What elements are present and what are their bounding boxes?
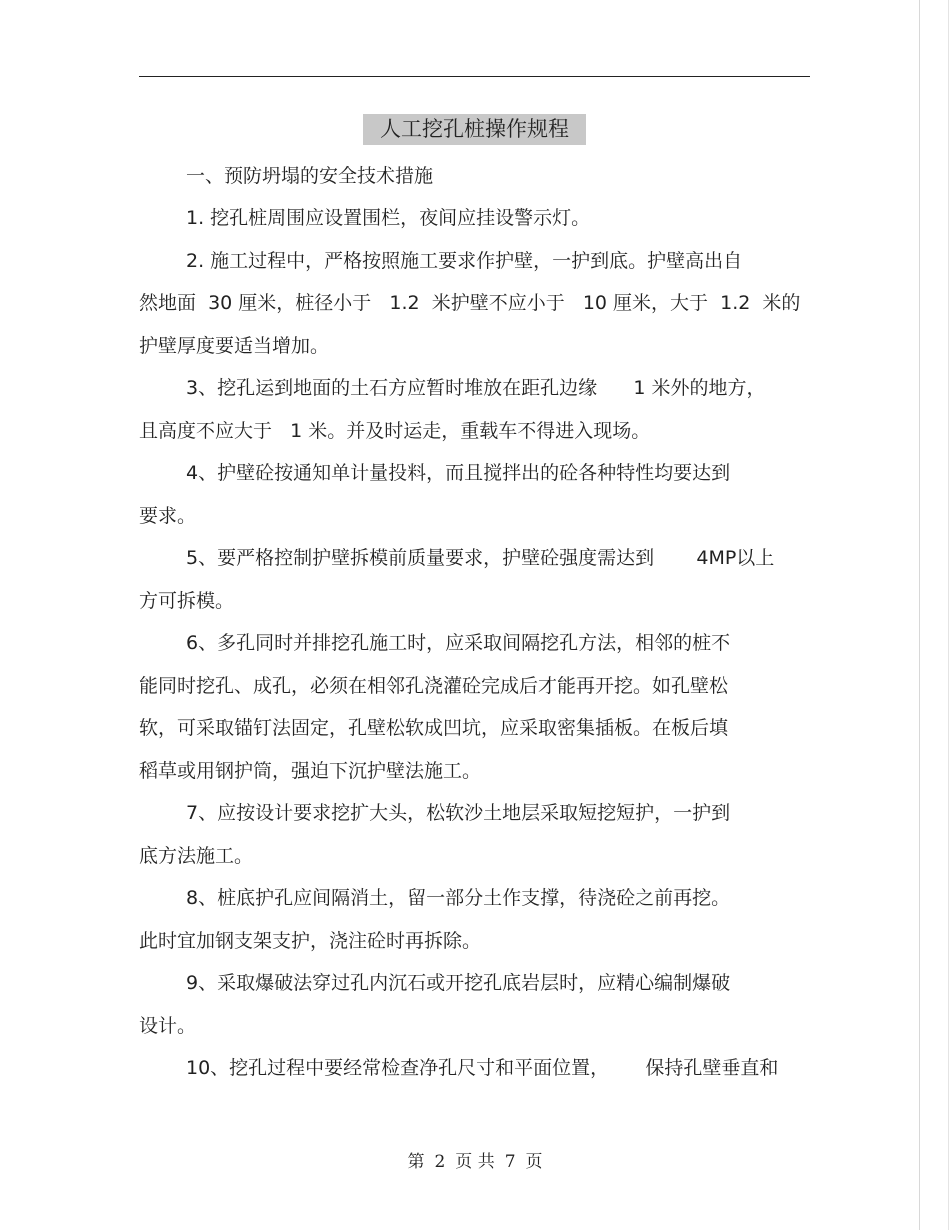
paragraph-line: 要求。 (139, 505, 197, 527)
footer-total-pages: 7 (504, 1152, 516, 1172)
paragraph-line: 然地面 30 厘米，桩径小于 1.2 米护壁不应小于 10 厘米，大于 1.2 米的 (139, 292, 801, 314)
paragraph-line: 7、应按设计要求挖扩大头，松软沙土地层采取短挖短护，一护到 (186, 802, 731, 824)
paragraph-line: 软，可采取锚钉法固定，孔壁松软成凹坑，应采取密集插板。在板后填 (139, 717, 729, 739)
paragraph-line: 5、要严格控制护壁拆模前质量要求，护壁砼强度需达到 4MP以上 (186, 547, 775, 569)
footer-page-number: 2 (434, 1152, 446, 1172)
paragraph-line: 3、挖孔运到地面的土石方应暂时堆放在距孔边缘 1 米外的地方， (186, 377, 766, 399)
paragraph-line: 6、多孔同时并排挖孔施工时，应采取间隔挖孔方法，相邻的桩不 (186, 632, 731, 654)
paragraph-line: 护壁厚度要适当增加。 (139, 335, 330, 357)
paragraph-line: 此时宜加钢支架支护，浇注砼时再拆除。 (139, 930, 482, 952)
page-edge (919, 0, 920, 1230)
paragraph-line: 8、桩底护孔应间隔消土，留一部分土作支撑，待浇砼之前再挖。 (186, 887, 731, 909)
paragraph-line: 能同时挖孔、成孔，必须在相邻孔浇灌砼完成后才能再开挖。如孔壁松 (139, 675, 729, 697)
paragraph-line: 稻草或用钢护筒，强迫下沉护壁法施工。 (139, 760, 482, 782)
header-rule (139, 76, 810, 77)
paragraph-line: 2. 施工过程中，严格按照施工要求作护壁，一护到底。护壁高出自 (186, 250, 743, 272)
footer-middle: 页 共 (455, 1152, 495, 1172)
footer-suffix: 页 (525, 1152, 543, 1172)
paragraph-line: 9、采取爆破法穿过孔内沉石或开挖孔底岩层时，应精心编制爆破 (186, 972, 731, 994)
section-heading: 一、预防坍塌的安全技术措施 (186, 165, 434, 187)
paragraph-line: 4、护壁砼按通知单计量投料，而且搅拌出的砼各种特性均要达到 (186, 462, 731, 484)
page-footer (0, 1150, 950, 1174)
paragraph-line: 且高度不应大于 1 米。并及时运走，重载车不得进入现场。 (139, 420, 651, 442)
paragraph-line: 1. 挖孔桩周围应设置围栏，夜间应挂设警示灯。 (186, 207, 591, 229)
document-title: 人工挖孔桩操作规程 (363, 114, 586, 145)
paragraph-line: 方可拆模。 (139, 590, 235, 612)
paragraph-line: 设计。 (139, 1015, 197, 1037)
paragraph-line: 10、挖孔过程中要经常检查净孔尺寸和平面位置， 保持孔壁垂直和 (186, 1057, 779, 1079)
page-edge-outer (948, 0, 949, 1230)
footer-prefix: 第 (407, 1152, 425, 1172)
paragraph-line: 底方法施工。 (139, 845, 254, 867)
